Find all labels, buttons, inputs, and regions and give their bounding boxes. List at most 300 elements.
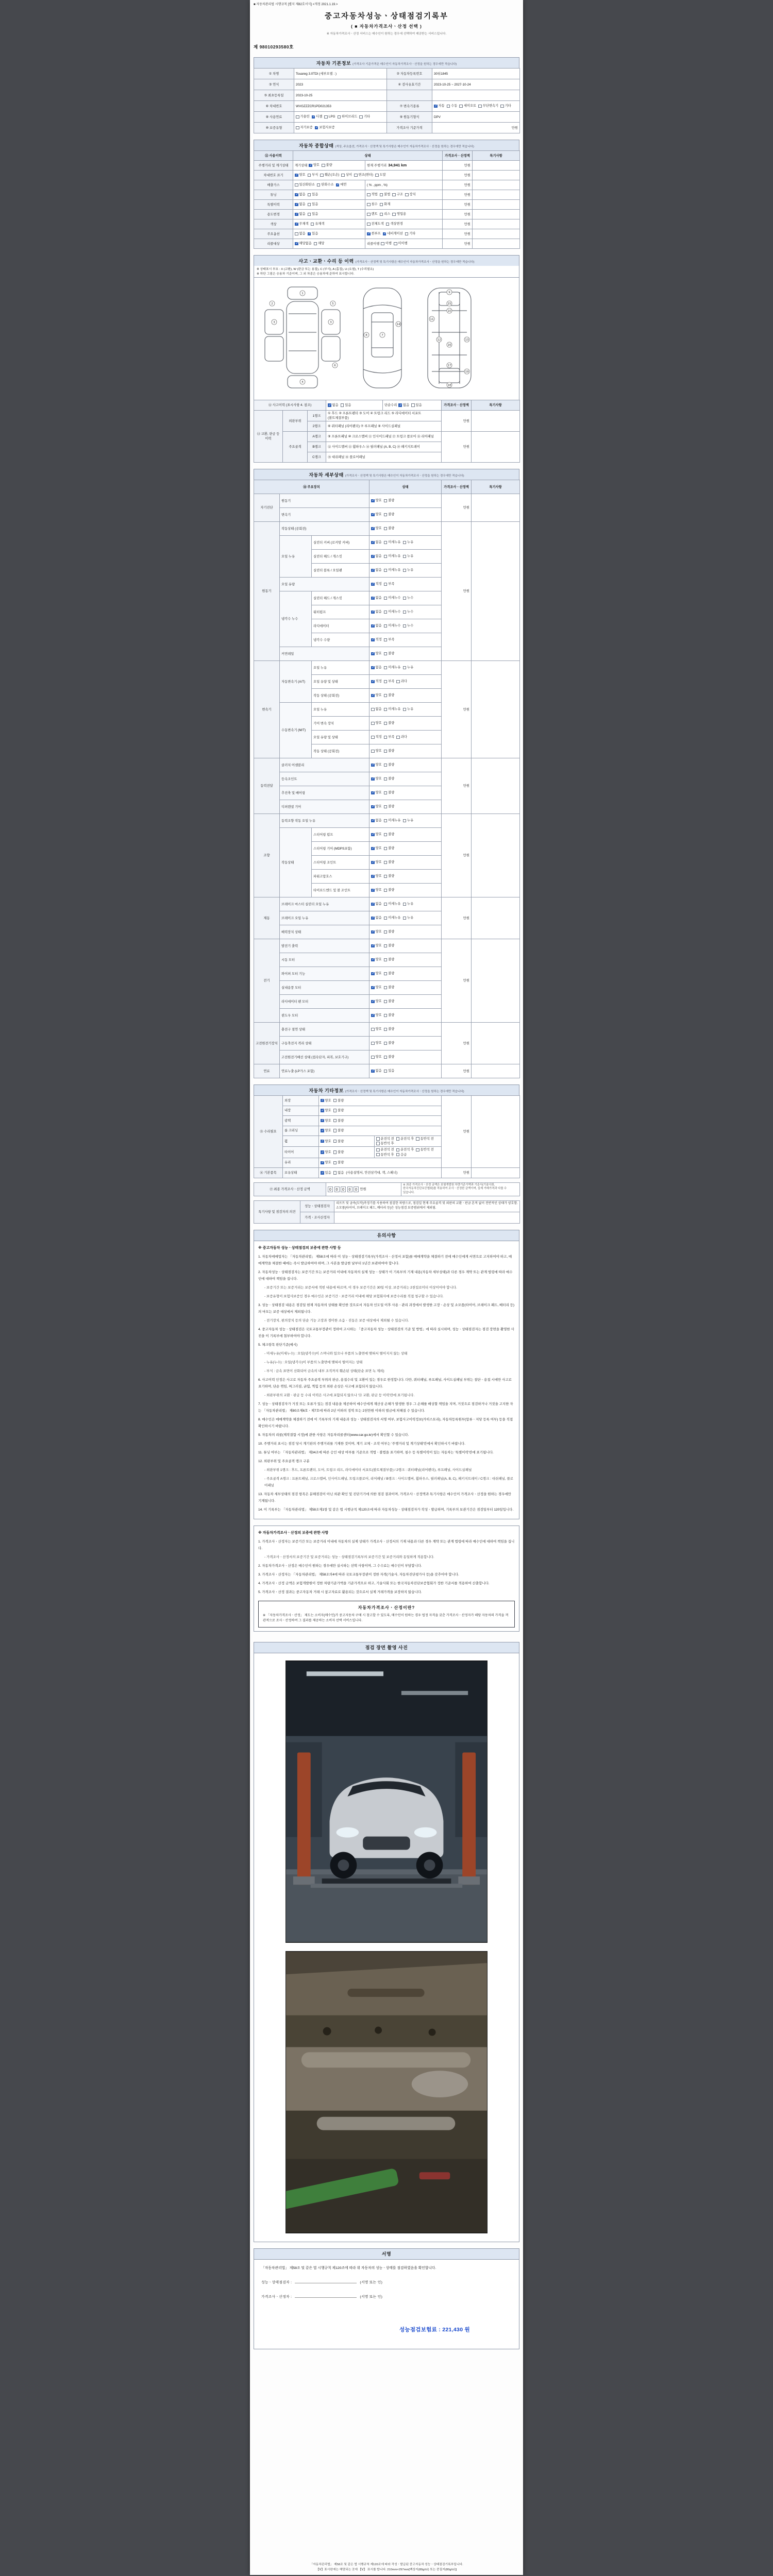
unchecked-checkbox: 있음 [341, 403, 351, 408]
checkbox-icon [380, 203, 383, 207]
checked-checkbox: ✓ 양호 [371, 804, 382, 809]
table-cell [326, 1182, 401, 1196]
cell-text: 스티어링 펌프 [313, 833, 333, 837]
table-cell [365, 210, 443, 219]
unchecked-checkbox: 미세누수 [384, 623, 401, 628]
table-row [254, 180, 520, 190]
notice-line: 3. 성능ㆍ상태점검 내용은 점검일 현재 자동차의 상태를 확인한 것으로서 자동차 인도일 이후 사용ㆍ관리 과정에서 발생한 고장ㆍ손상 및 소모품(타이어, 브레이크 패드, 배터리 등)의 마모는 보증 대상에서 제외됩니다. [258, 1303, 515, 1314]
table-cell [280, 578, 369, 591]
cell-text: 튜닝 [270, 193, 277, 197]
checkbox-icon [392, 193, 396, 197]
checkbox-icon [371, 569, 375, 572]
checkbox-icon [371, 833, 375, 837]
table-row [254, 494, 520, 508]
checkbox-icon [403, 569, 407, 572]
notice-line: 2. 자동차성능ㆍ상태점검자는 보증기간 또는 보증거리 이내에 자동차의 실제 성능ㆍ상태가 이 기록부의 기재 내용(자동차 세부상태)과 다른 경우 계약 또는 관계 법령에 따라 매수인에 대하여 책임을 집니다. [258, 1270, 513, 1281]
unchecked-checkbox: 양호 [371, 721, 382, 725]
cell-text: ⑤ 최초등록일 [264, 93, 284, 97]
table-cell [319, 1096, 442, 1106]
notice-line: - 누유(누수) : 오일(냉각수)이 부품의 노출면에 맺혀서 떨어지는 상태 [264, 1360, 363, 1364]
table-cell [254, 171, 293, 180]
checkbox-icon [333, 1119, 337, 1123]
table-cell [254, 239, 293, 249]
table-cell [254, 1096, 283, 1168]
cell-text: 리프트 및 금속(도막)측정기를 사용하여 점검한 차량으로, 점검일 현재 주요골격 및 외판의 교환ㆍ판금 흔적 없이 전반적인 상태가 양호함. 소모품(타이어, 브레이크 패드, 배터리 등)은 성능점검 보증범위에서 제외됨. [336, 1202, 518, 1210]
checkbox-icon [321, 1171, 324, 1175]
section-notice-header [254, 1230, 519, 1241]
table-cell [369, 536, 442, 550]
table-row [254, 758, 520, 772]
table-cell [387, 101, 432, 112]
cell-text: 동력조향 작동 오일 누유 [281, 819, 316, 823]
cell-text: ⑧ 사용연료 [265, 115, 282, 119]
table-cell [443, 151, 473, 161]
section-etc-header [254, 1084, 519, 1095]
cell-text: 만원 [464, 183, 471, 187]
svg-text:16: 16 [447, 344, 451, 347]
table-cell [443, 239, 473, 249]
unchecked-checkbox: 불량 [333, 1139, 344, 1144]
cell-text: 구동축전지 격리 상태 [281, 1041, 312, 1045]
checked-checkbox: ✓ 없음 [371, 818, 382, 823]
table-cell [254, 101, 294, 112]
table-cell [254, 939, 280, 1023]
state-code-legend [254, 266, 519, 277]
table-cell [432, 101, 520, 112]
checkbox-icon [371, 861, 375, 865]
final-price-table [254, 1182, 520, 1196]
inspection-photo-car-on-lift [285, 1660, 488, 1943]
cell-text: WVGZZZCR1PD021353 [296, 104, 331, 108]
table-cell [401, 1182, 520, 1196]
table-cell [319, 1106, 442, 1116]
unchecked-checkbox: 있음 [384, 1069, 395, 1073]
checkbox-icon [384, 944, 388, 948]
cell-text: ⑮ 수리필요 [260, 1130, 277, 1134]
unchecked-checkbox: 기타 [405, 231, 416, 236]
table-cell [365, 219, 443, 229]
table-row [254, 1064, 520, 1078]
checkbox-icon [434, 105, 438, 108]
unchecked-checkbox: 부식 [308, 173, 318, 177]
notice-list [258, 1253, 515, 1513]
table-cell [254, 229, 293, 239]
table-cell [254, 1023, 280, 1064]
checkbox-icon [338, 115, 341, 119]
table-cell [326, 411, 442, 421]
unchecked-checkbox: 동반석 전 [416, 1137, 434, 1141]
table-row [254, 661, 520, 675]
notice-line: - 미세누유(미세누수) : 오일(냉각수)이 스며나와 있으나 부품의 노출면에 맺혀서 떨어지지 않는 상태 [264, 1351, 408, 1355]
cell-text: 충전구 절연 상태 [281, 1027, 306, 1031]
unchecked-checkbox: 있음 [411, 403, 422, 408]
table-cell [443, 200, 473, 210]
unchecked-checkbox: 없음 [333, 1171, 344, 1175]
cell-text: ⑫ 사고이력 (표시사항 4. 참조) [268, 403, 312, 407]
checkbox-icon [295, 242, 298, 246]
pricing-notice-title: ※ 자동차가격조사ㆍ산정의 보증에 관한 사항 [258, 1531, 329, 1535]
checked-checkbox: ✓ 양호 [321, 1150, 331, 1155]
table-cell [472, 897, 520, 939]
notice-line: 13. 자동차 세부상태의 점검 항목은 분해점검이 아닌 외관 확인 및 진단기기에 의한 점검 결과이며, 가격조사ㆍ산정액과 특기사항은 매수인이 가격조사ㆍ산정을 원하는 경우에만 기재됩니다. [258, 1492, 511, 1503]
table-cell [280, 1064, 369, 1078]
checkbox-icon [312, 115, 315, 119]
checkbox-icon [384, 694, 388, 698]
checked-checkbox: ✓ 양호 [321, 1118, 331, 1123]
cell-text: 배력장치 상태 [281, 930, 301, 934]
cell-text: 실린더 블록 / 오일팬 [313, 568, 342, 572]
checkbox-icon [321, 1150, 324, 1154]
cell-text: 변속기 [281, 513, 291, 517]
cell-text: 디퍼렌셜 기어 [281, 805, 301, 809]
table-cell [280, 925, 369, 939]
amount-digit: 0 [347, 1187, 352, 1192]
table-cell [473, 161, 520, 171]
inspector-signature-blank [295, 2279, 357, 2283]
checkbox-icon [371, 791, 375, 795]
table-cell [369, 828, 442, 842]
cell-text: ⑮ 대쉬패널 ⑯ 플로어패널 [328, 455, 365, 459]
checkbox-icon [384, 638, 388, 642]
table-row [254, 1023, 520, 1037]
cell-text: ⑨ 원동기형식 [399, 115, 419, 119]
table-cell [293, 200, 365, 210]
checkbox-icon [384, 889, 388, 892]
unchecked-checkbox: 불량 [384, 1041, 395, 1045]
checkbox-icon [371, 666, 375, 670]
table-cell [375, 1147, 442, 1158]
checked-checkbox: ✓ 양호 [321, 1160, 331, 1165]
cell-text: 가격조사ㆍ산정액 [444, 485, 469, 489]
cell-prefix: 리콜이행 [367, 242, 380, 246]
checkbox-icon [384, 555, 388, 558]
table-cell [473, 229, 520, 239]
unchecked-checkbox: 불량 [384, 790, 395, 795]
inspector-signature-line [261, 2279, 512, 2285]
unchecked-checkbox: 불량 [384, 846, 395, 851]
unchecked-checkbox: 부족 [384, 735, 395, 739]
table-cell [369, 939, 442, 953]
table-cell [369, 981, 442, 995]
unchecked-checkbox: LPG [324, 114, 335, 119]
unchecked-checkbox: 양호 [371, 1055, 382, 1059]
cell-text: 만원 [463, 506, 470, 510]
notice-line: 9. 자동차의 리콜(제작결함 시정)에 관한 사항은 자동차리콜센터(www.car.go.kr)에서 확인할 수 있습니다. [258, 1433, 409, 1437]
checkbox-icon [295, 223, 298, 226]
checked-checkbox: ✓ 양호 [371, 888, 382, 892]
table-cell [319, 1147, 375, 1158]
unchecked-checkbox: 불량 [384, 776, 395, 781]
svg-text:14: 14 [396, 323, 400, 326]
unchecked-checkbox: 있음 [308, 212, 318, 216]
unchecked-checkbox: 불량 [384, 999, 395, 1004]
table-cell [472, 661, 520, 758]
table-cell [442, 411, 472, 432]
table-cell [369, 661, 442, 675]
checked-checkbox: ✓ 양호 [371, 651, 382, 656]
section-title: 자동차 세부상태 [309, 472, 344, 478]
table-cell [443, 229, 473, 239]
checked-checkbox: ✓ 양호 [371, 846, 382, 851]
table-cell [326, 452, 442, 463]
cell-text: 작동상태 [281, 860, 294, 865]
unchecked-checkbox: 훼손(오손) [320, 173, 339, 177]
table-cell [280, 522, 369, 536]
cell-text: 내장 [284, 1109, 291, 1113]
unchecked-checkbox: 불량 [384, 929, 395, 934]
table-cell [369, 870, 442, 884]
checkbox-icon [371, 889, 375, 892]
unchecked-checkbox: 누유 [403, 554, 414, 558]
table-cell [254, 112, 294, 123]
unchecked-checkbox: 일산화탄소 [295, 182, 315, 187]
unchecked-checkbox: 하이브리드 [338, 114, 358, 119]
checkbox-icon [295, 213, 298, 216]
table-cell [254, 79, 294, 90]
unchecked-checkbox: 누수 [403, 596, 414, 600]
checked-checkbox: ✓ 양호 [371, 693, 382, 698]
cell-text: 외판부위 [289, 419, 301, 423]
cell-text: ① 후드 ② 프론트펜더 ③ 도어 ④ 트렁크 리드 ⑤ 라디에이터 서포트 (볼트체결부품) [328, 412, 422, 420]
table-cell [293, 219, 365, 229]
svg-text:5: 5 [332, 302, 334, 306]
svg-text:19: 19 [465, 370, 469, 374]
checkbox-icon [371, 1070, 375, 1073]
table-cell [472, 494, 520, 522]
checkbox-icon [403, 708, 407, 711]
checkbox-icon [308, 174, 311, 177]
checked-checkbox: ✓ 썬루프 [367, 231, 381, 236]
checkbox-icon [371, 944, 375, 948]
table-cell [365, 161, 443, 171]
checkbox-icon [405, 232, 409, 236]
table-cell [254, 411, 283, 463]
amount-digit: 0 [341, 1187, 346, 1192]
checkbox-icon [333, 1171, 337, 1175]
checkbox-icon [321, 1140, 324, 1143]
checkbox-icon [308, 213, 311, 216]
vehicle-panel-diagram [258, 281, 515, 395]
cell-text: 주행거리 및 계기상태 [258, 163, 289, 167]
table-cell [280, 897, 369, 911]
checked-checkbox: ✓ 없음 [371, 916, 382, 920]
checkbox-icon [384, 903, 388, 906]
table-row [254, 432, 520, 442]
unchecked-checkbox: 미이행 [394, 241, 408, 246]
unchecked-checkbox: 양호 [371, 749, 382, 753]
table-cell [308, 411, 326, 421]
checkbox-icon [371, 930, 375, 934]
table-cell [319, 1136, 375, 1147]
table-cell [319, 1116, 442, 1126]
cell-text: 파워고압호스 [313, 874, 332, 878]
svg-text:9: 9 [448, 291, 450, 294]
section-title: 서명 [381, 2251, 392, 2257]
section-title: 유의사항 [377, 1233, 396, 1239]
cell-text: 만원 [464, 202, 471, 207]
checked-checkbox: ✓ 없음 [371, 665, 382, 670]
table-cell [369, 508, 442, 522]
table-cell [283, 1096, 319, 1106]
checkbox-icon [384, 777, 388, 781]
cell-text: 냉각수 수량 [313, 638, 330, 642]
table-cell [312, 828, 369, 842]
table-cell [280, 536, 312, 578]
notice-line: - 보증유형이 보험사보증인 경우 매수인은 보증기간ㆍ보증거리 이내에 해당 보험회사에 보증수리를 직접 청구할 수 있습니다. [264, 1294, 444, 1298]
table-cell [365, 200, 443, 210]
checked-checkbox: ✓ 있음 [321, 1171, 331, 1175]
cell-prefix: 계기상태 [295, 163, 308, 167]
table-cell [293, 151, 443, 161]
table-cell [254, 161, 293, 171]
notice-line: - 부식 : 금속 표면이 산화되어 금속의 내부 조직까지 훼손된 상태(단순 표면 녹 제외) [264, 1369, 384, 1373]
checkbox-icon [321, 1129, 324, 1132]
checkbox-icon [380, 213, 383, 216]
table-cell [369, 550, 442, 564]
notice-line: 1. 가격조사ㆍ산정자는 보증기간 또는 보증거리 이내에 자동차의 실제 상태가 가격조사ㆍ산정서의 기재 내용과 다른 경우 계약 또는 관계 법령에 따라 매수인에 대하여 책임을 집니다. [258, 1539, 515, 1550]
checked-checkbox: ✓ 자동 [434, 104, 445, 108]
checkbox-icon [295, 183, 298, 187]
table-cell [283, 432, 308, 463]
checkbox-icon [367, 223, 371, 226]
table-cell [280, 772, 369, 786]
checked-checkbox: ✓ 없음 [371, 1069, 382, 1073]
unchecked-checkbox: 불량 [333, 1150, 344, 1155]
table-cell [254, 897, 280, 939]
table-cell [369, 522, 442, 536]
inspection-photo-underbody [285, 1951, 488, 2233]
table-cell [293, 210, 365, 219]
cell-text: 클러치 어셈블리 [281, 763, 305, 767]
table-cell [283, 1126, 319, 1136]
svg-text:3: 3 [330, 321, 332, 324]
unchecked-checkbox: 수동 [447, 104, 458, 108]
checkbox-icon [371, 986, 375, 990]
cell-text: 만원 [463, 854, 470, 857]
unchecked-checkbox: 과다 [396, 735, 407, 739]
checkbox-icon [384, 972, 388, 976]
cell-text: 용도변경 [267, 212, 280, 216]
checkbox-icon [333, 1150, 337, 1154]
checked-checkbox: ✓ 양호 [371, 498, 382, 503]
cell-text: 타이어 [284, 1150, 294, 1155]
table-row [254, 1096, 520, 1106]
checkbox-icon [394, 242, 397, 246]
cell-text: 동력전달 [260, 784, 273, 788]
unchecked-checkbox: 불량 [384, 888, 395, 892]
checkbox-icon [315, 126, 318, 130]
unchecked-checkbox: 없음 [371, 707, 382, 711]
inspector-remarks-table [254, 1200, 520, 1224]
cell-text: 만원 [464, 232, 471, 236]
cell-text: 30뒤1845 [434, 72, 448, 76]
checked-checkbox: ✓ 양호 [321, 1139, 331, 1144]
table-cell [432, 112, 520, 123]
unchecked-checkbox: 미세누유 [384, 916, 401, 920]
table-cell [294, 90, 387, 101]
cell-text: C랭크 [312, 455, 321, 459]
checked-checkbox: ✓ 없음 [371, 554, 382, 558]
unchecked-checkbox: 동반석 후 [376, 1141, 394, 1146]
cell-text: 보유상태 [284, 1171, 297, 1175]
checkbox-icon [396, 1148, 400, 1152]
unchecked-checkbox: 누유 [403, 902, 414, 906]
signature-confirmation: 「자동차관리법」 제58조 및 같은 법 시행규칙 제120조에 따라 위 자동차의 성능ㆍ상태를 점검하였음을 확인합니다. [261, 2266, 436, 2270]
checkbox-icon [371, 555, 375, 558]
cell-text: (사용설명서, 안전삼각대, 잭, 스패너) [346, 1171, 398, 1175]
cell-text: 작동 상태 (공회전) [313, 749, 340, 753]
cell-text: ④ 검사유효기간 [398, 82, 421, 87]
notice-line: 4. 중고자동차 성능ㆍ상태점검은 국토교통부장관이 정하여 고시하는 「중고자동차 성능ㆍ상태점검의 기준 및 방법」에 따라 실시하며, 성능ㆍ상태점검자는 점검 장면을 촬영한 사진을 이 기록부에 첨부하여야 합니다. [258, 1327, 514, 1338]
notice-line: 12. 외판부위 및 주요골격 랭크 구분 [258, 1459, 310, 1463]
checkbox-icon [384, 930, 388, 934]
unchecked-checkbox: 미세누수 [384, 609, 401, 614]
table-cell [254, 400, 326, 411]
cell-text: 연료 [263, 1069, 270, 1073]
unchecked-checkbox: 운전석 전 [376, 1137, 394, 1141]
table-cell [312, 591, 369, 605]
unchecked-checkbox: 불량 [384, 804, 395, 809]
checkbox-icon [384, 1028, 388, 1031]
checked-checkbox: ✓ 양호 [371, 762, 382, 767]
section-title: 자동차 기본정보 [316, 60, 351, 66]
unchecked-checkbox: 불량 [333, 1128, 344, 1133]
checkbox-icon [371, 694, 375, 698]
cell-text: ① 차명 [268, 72, 279, 76]
unchecked-checkbox: 부족 [384, 637, 395, 642]
table-cell [280, 786, 369, 800]
table-cell [294, 79, 387, 90]
table-row [254, 1182, 520, 1196]
checkbox-icon [380, 193, 383, 197]
table-cell [473, 171, 520, 180]
table-cell [319, 1126, 442, 1136]
table-row [254, 79, 520, 90]
table-cell [308, 452, 326, 463]
inspection-insurance-fee [399, 2327, 470, 2332]
table-cell [472, 480, 520, 494]
cell-text: 특기사항 [489, 485, 502, 489]
footer-line-2: 【Ⅴ】표시란에는 해당되는 곳에 【Ⅴ】 표시를 합니다. 210mm×297mm[백상지(80g/㎡) 또는 중질지(80g/㎡)] [316, 2568, 457, 2571]
table-cell [442, 494, 472, 522]
notice-line: - 가격조사ㆍ산정서의 보증기간 및 보증거리는 성능ㆍ상태점검기록부의 보증기간 및 보증거리와 동일하게 적용합니다. [264, 1555, 434, 1559]
checkbox-icon [384, 986, 388, 990]
table-cell [369, 758, 442, 772]
cell-text: 만원 [463, 419, 470, 423]
cell-text: 2023-10-25 ~ 2027-10-24 [434, 82, 471, 87]
cell-text: 색상 [270, 222, 277, 226]
cell-text: 2023 [296, 82, 304, 87]
table-row [254, 939, 520, 953]
cell-text: 특기사항 [489, 403, 502, 407]
checked-checkbox: ✓ 양호 [321, 1098, 331, 1103]
inspector-label: 성능ㆍ상태점검자 : [261, 2280, 292, 2284]
table-cell [473, 219, 520, 229]
checked-checkbox: ✓ 없음 [371, 623, 382, 628]
table-cell [472, 522, 520, 661]
unchecked-checkbox: 있음 [308, 202, 318, 207]
section-note: (가격조사ㆍ산정액 및 특기사항은 매수인이 자동차가격조사ㆍ산정을 원하는 경우에만 적습니다) [355, 260, 475, 264]
checkbox-icon [376, 1137, 380, 1141]
checkbox-icon [384, 583, 388, 586]
table-cell [442, 432, 472, 463]
svg-text:18: 18 [447, 384, 451, 387]
table-cell [369, 647, 442, 661]
notice-line: 5. 체크항목 판단기준(예시) [258, 1343, 298, 1347]
table-cell [369, 480, 442, 494]
table-cell [442, 1168, 472, 1178]
table-cell [312, 689, 369, 703]
